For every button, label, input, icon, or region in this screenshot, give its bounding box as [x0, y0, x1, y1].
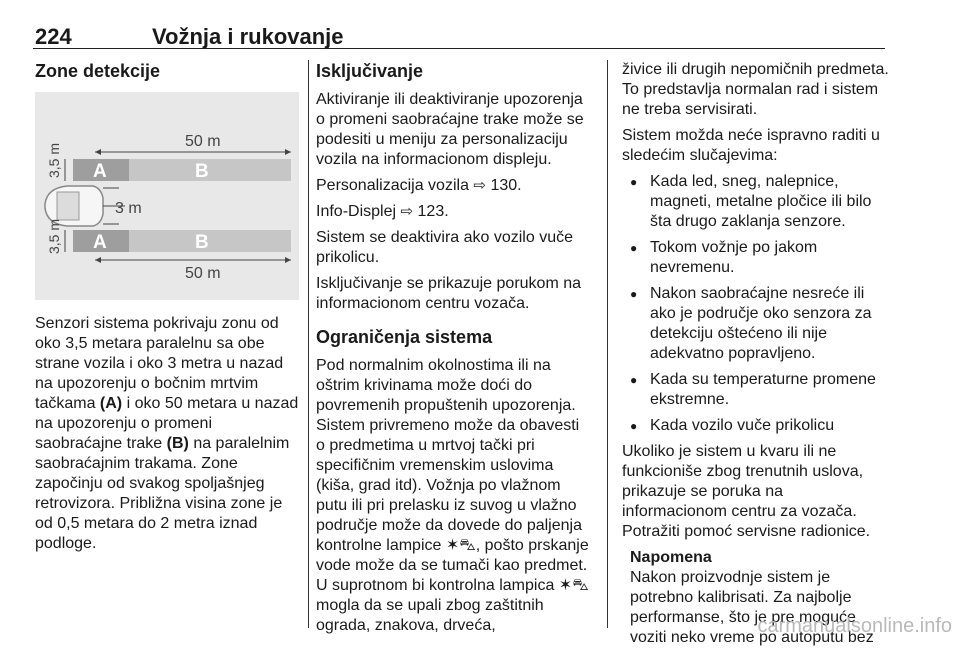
label-3-5m-top: 3,5 m [46, 142, 62, 178]
label-3-5m-bottom: 3,5 m [46, 218, 62, 254]
arrow-head [95, 149, 101, 155]
label-50m-top: 50 m [185, 133, 221, 150]
info-display-ref [316, 202, 592, 222]
detection-zones-paragraph [35, 314, 303, 554]
column-3 [622, 60, 892, 648]
zone-b-label-top: B [195, 161, 209, 182]
label-3m: 3 m [115, 200, 142, 217]
page-ref: 123. [417, 203, 449, 220]
list-item: ● Kada vozilo vuče prikolicu [622, 416, 892, 436]
arrow-head [285, 149, 291, 155]
paragraph: Sistem se deaktivira ako vozilo vuče prikolicu. [316, 229, 573, 266]
zone-a-ref: (A) [99, 395, 123, 412]
page-ref-arrow-icon: ⇨ [473, 177, 486, 194]
page-ref: 130. [490, 177, 522, 194]
warning-lamp-icon: ✶⛍ [445, 537, 476, 554]
text-span: i oko 50 metara u nazad na upozorenju o promeni saobraćajne trake [35, 395, 299, 452]
warning-lamp-icon: ✶⛍ [558, 577, 589, 594]
zone-b-label-bottom: B [195, 232, 209, 253]
chapter-title: Vožnja i rukovanje [152, 24, 344, 49]
paragraph: Aktiviranje ili deaktiviranje upozorenja o promeni saobraćajne trake može se podesiti u meniju za personalizaciju vozila na informacionom displeju. [316, 91, 584, 168]
list-item: ● Kada led, sneg, nalepnice, magneti, metalne pločice ili bilo šta drugo zaklanja senzore. [622, 172, 892, 232]
paragraph: Isključivanje se prikazuje porukom na informacionom centru vozača. [316, 275, 582, 312]
text-span: Personalizacija vozila [316, 177, 469, 194]
page-ref-arrow-icon: ⇨ [400, 203, 414, 220]
paragraph: Ukoliko je sistem u kvaru ili ne funkcioniše zbog trenutnih uslova, prikazuje se poruka na informacionom centru za vozača. Potražiti pomoć servisne radionice. [622, 443, 871, 540]
text-span: , pošto prskanje vode može da se tumači kao predmet. U suprotnom bi kontrolna lampica [316, 537, 589, 594]
text-span: Senzori sistema pokrivaju zonu od oko 3,5 metara paralelnu sa obe strane vozila i oko 3 metra u nazad na upozorenju o bočnim mrtvim tačkama [35, 315, 284, 412]
list-item: ● Kada su temperaturne promene ekstremne. [622, 370, 892, 410]
text-span: mogla da se upali zbog zaštitnih ograda, znakova, drveća, [316, 597, 544, 634]
section-heading-detection-zones: Zone detekcije [35, 61, 161, 81]
note-title: Napomena [630, 549, 712, 566]
page-header [33, 10, 885, 49]
watermark: carmanualsonline.info [757, 615, 952, 637]
personalization-ref [316, 176, 592, 196]
zone-a-label-top: A [93, 161, 107, 182]
paragraph: živice ili drugih nepomičnih predmeta. To predstavlja normalan rad i sistem ne treba servisirati. [622, 61, 889, 118]
paragraph: Sistem možda neće ispravno raditi u sledećim slučajevima: [622, 127, 880, 164]
section-heading-system-limits: Ograničenja sistema [316, 327, 493, 347]
column-divider-2 [607, 60, 608, 628]
label-50m-bottom: 50 m [185, 265, 221, 282]
text-span: na paralelnim saobraćajnim trakama. Zone započinju od svakog spoljašnjeg retrovizora. Približna visina zone je od 0,5 metara do 2 metra iznad podloge. [35, 435, 290, 552]
conditions-list [622, 172, 892, 436]
list-item: ● Tokom vožnje po jakom nevremenu. [622, 238, 892, 278]
list-item: ● Nakon saobraćajne nesreće ili ako je područje oko senzora za detekciju oštećeno ili nije adekvatno popravljeno. [622, 284, 892, 364]
column-2 [316, 60, 592, 642]
zone-a-label-bottom: A [93, 232, 107, 253]
text-span: Info-Displej [316, 203, 397, 220]
paragraph-limits [316, 356, 592, 636]
note-text: Nakon proizvodnje sistem je potrebno kalibrisati. Za najbolje performanse, što je pre moguće voziti neko vreme po autoputu bez [630, 569, 874, 646]
column-divider-1 [308, 60, 309, 628]
section-heading-deactivation: Isključivanje [316, 61, 424, 81]
column-1 [35, 60, 303, 560]
zone-b-bottom [129, 230, 291, 252]
zones-diagram [35, 92, 299, 300]
zone-b-ref: (B) [166, 435, 189, 452]
page-number: 224 [35, 24, 72, 49]
detection-zones-figure [35, 92, 299, 300]
text-span: Pod normalnim okolnostima ili na oštrim krivinama može doći do povremenih propuštenih upozorenja. Sistem privremeno može da obavesti o predmetima u mrtvoj tački pri specifičnim vremenskim uslovima (kiša, grad itd). Vožnja po vlažnom putu ili pri prelasku iz suvog u vlažno područje može da dovede do paljenja kontrolne lampice [316, 357, 582, 554]
zone-b-top [129, 159, 291, 181]
